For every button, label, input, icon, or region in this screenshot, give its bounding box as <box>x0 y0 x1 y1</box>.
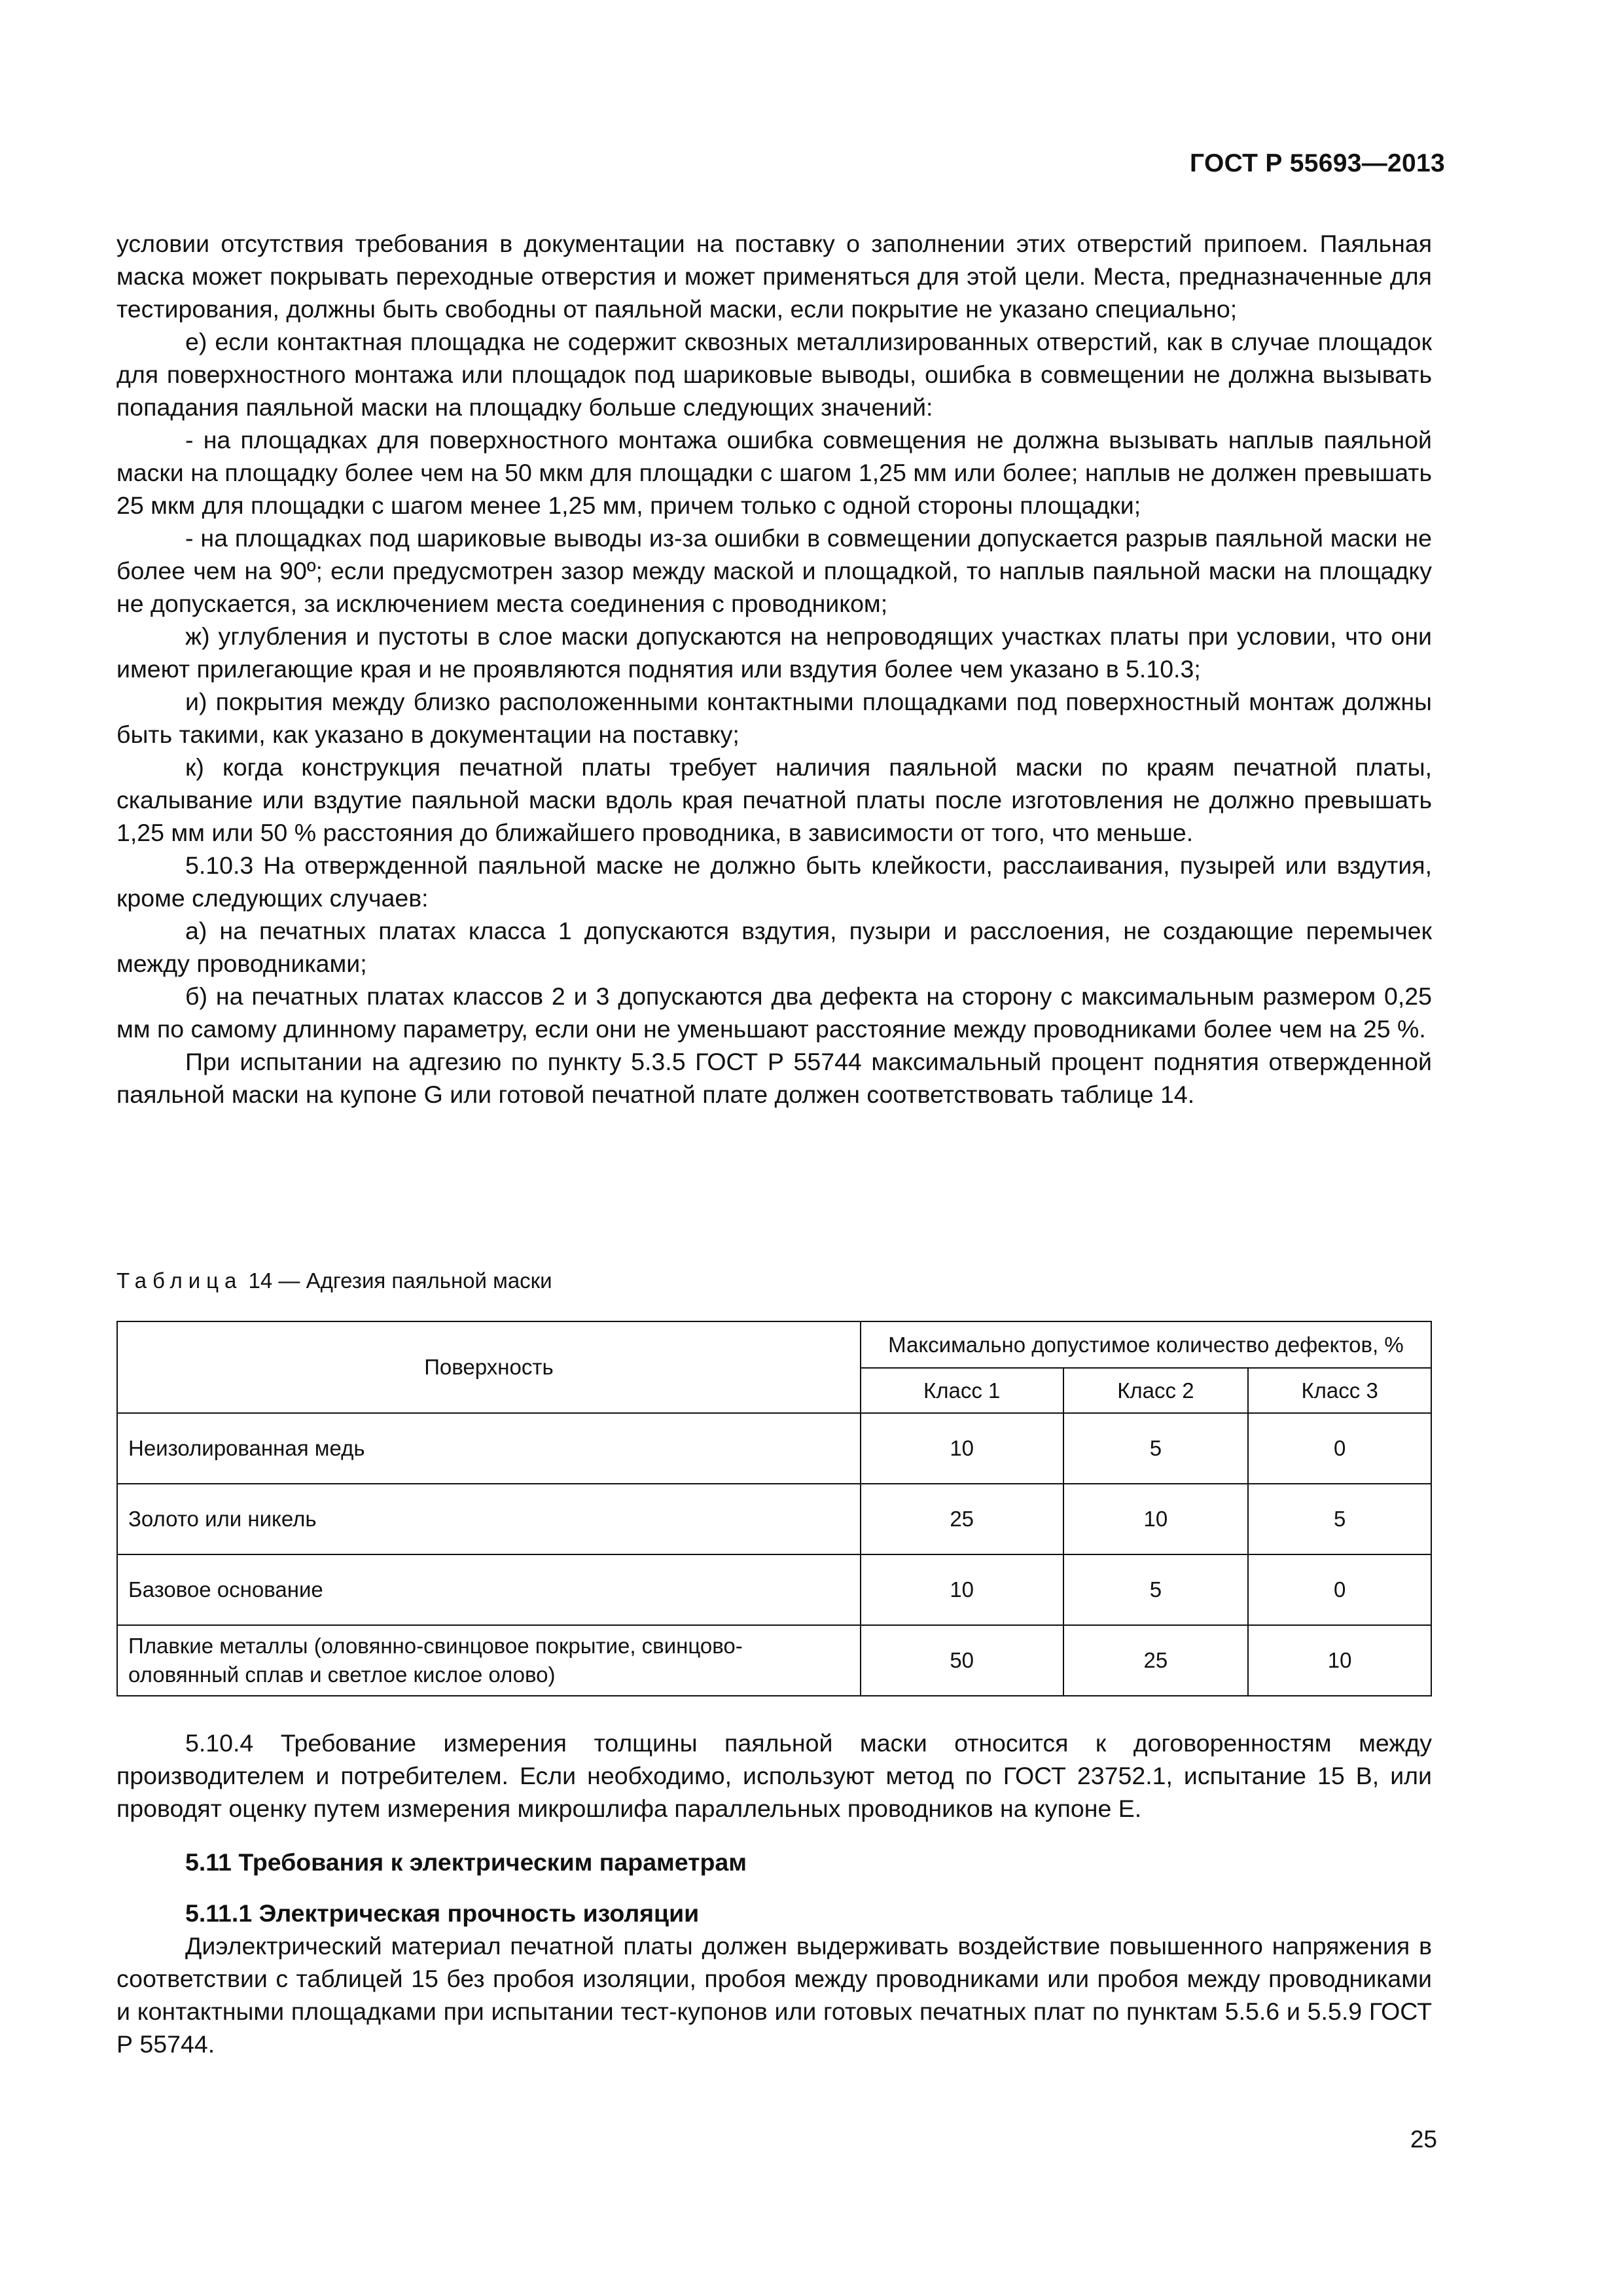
page-number: 25 <box>1410 2126 1437 2153</box>
paragraph-item-a: а) на печатных платах класса 1 допускаются вздутия, пузыри и расслоения, не создающие перемычек между проводниками; <box>116 917 1432 977</box>
cell-surface: Неизолированная медь <box>117 1413 861 1484</box>
table-row <box>117 1625 1431 1696</box>
cell-class-2: 25 <box>1063 1625 1249 1696</box>
table-caption <box>116 1268 552 1294</box>
paragraph-item-i: и) покрытия между близко расположенными контактными площадками под поверхностный монтаж должны быть такими, как указано в документации на поставку; <box>116 688 1432 748</box>
header-class-2: Класс 2 <box>1063 1368 1249 1413</box>
cell-surface: Базовое основание <box>117 1554 861 1625</box>
table-row <box>117 1413 1431 1484</box>
text-block-bottom <box>116 1727 1432 2060</box>
paragraph-5-11-1: Диэлектрический материал печатной платы должен выдерживать воздействие повышенного напряжения в соответствии с таблицей 15 без пробоя изоляции, пробоя между проводниками или пробоя между проводниками и контактными площадками при испытании тест-купонов или готовых печатных плат по пунктам 5.5.6 и 5.5.9 ГОСТ Р 55744. <box>116 1932 1432 2058</box>
header-max-defects: Максимально допустимое количество дефектов, % <box>861 1321 1431 1368</box>
cell-class-1: 10 <box>861 1554 1063 1625</box>
paragraph-item-b: б) на печатных платах классов 2 и 3 допускаются два дефекта на сторону с максимальным размером 0,25 мм по самому длинному параметру, если они не уменьшают расстояние между проводниками более чем на 25 %. <box>116 982 1432 1043</box>
cell-class-3: 10 <box>1248 1625 1431 1696</box>
cell-class-2: 10 <box>1063 1484 1249 1554</box>
adhesion-table <box>116 1321 1432 1696</box>
cell-surface: Плавкие металлы (оловянно-свинцовое покрытие, свинцово-оловянный сплав и светлое кислое олово) <box>117 1625 861 1696</box>
cell-class-2: 5 <box>1063 1554 1249 1625</box>
paragraph-item-zh: ж) углубления и пустоты в слое маски допускаются на непроводящих участках платы при условии, что они имеют прилегающие края и не проявляются поднятия или вздутия более чем указано в 5.10.3; <box>116 622 1432 683</box>
cell-class-2: 5 <box>1063 1413 1249 1484</box>
cell-class-1: 10 <box>861 1413 1063 1484</box>
paragraph-adhesion-test: При испытании на адгезию по пункту 5.3.5 ГОСТ Р 55744 максимальный процент поднятия отвержденной паяльной маски на купоне G или готовой печатной плате должен соответствовать таблице 14. <box>116 1048 1432 1108</box>
paragraph-continued: условии отсутствия требования в документации на поставку о заполнении этих отверстий припоем. Паяльная маска может покрывать переходные отверстия и может применяться для этой цели. Места, предназначенные для тестирования, должны быть свободны от паяльной маски, если покрытие не указано специально; <box>116 230 1432 323</box>
table-caption-title: 14 — Адгезия паяльной маски <box>242 1268 552 1293</box>
section-heading-5-11-1: 5.11.1 Электрическая прочность изоляции <box>185 1899 700 1927</box>
header-surface: Поверхность <box>117 1321 861 1413</box>
table-caption-label: Таблица <box>116 1268 243 1293</box>
cell-class-3: 0 <box>1248 1554 1431 1625</box>
section-heading-5-11: 5.11 Требования к электрическим параметрам <box>185 1848 747 1876</box>
header-class-3: Класс 3 <box>1248 1368 1431 1413</box>
cell-class-3: 5 <box>1248 1484 1431 1554</box>
paragraph-dash-smt: - на площадках для поверхностного монтажа ошибка совмещения не должна вызывать наплыв паяльной маски на площадку более чем на 50 мкм для площадки с шагом 1,25 мм или более; наплыв не должен превышать 25 мкм для площадки с шагом менее 1,25 мм, причем только с одной стороны площадки; <box>116 426 1432 519</box>
table-row <box>117 1484 1431 1554</box>
paragraph-item-e: е) если контактная площадка не содержит сквозных металлизированных отверстий, как в случае площадок для поверхностного монтажа или площадок под шариковые выводы, ошибка в совмещении не должна вызывать попадания паяльной маски на площадку больше следующих значений: <box>116 328 1432 421</box>
cell-class-1: 25 <box>861 1484 1063 1554</box>
header-class-1: Класс 1 <box>861 1368 1063 1413</box>
paragraph-dash-bga: - на площадках под шариковые выводы из-за ошибки в совмещении допускается разрыв паяльной маски не более чем на 90º; если предусмотрен зазор между маской и площадкой, то наплыв паяльной маски на площадку не допускается, за исключением места соединения с проводником; <box>116 524 1432 617</box>
paragraph-5-10-3: 5.10.3 На отвержденной паяльной маске не должно быть клейкости, расслаивания, пузырей или вздутия, кроме следующих случаев: <box>116 852 1432 912</box>
document-header: ГОСТ Р 55693—2013 <box>1190 149 1445 177</box>
paragraph-item-k: к) когда конструкция печатной платы требует наличия паяльной маски по краям печатной платы, скалывание или вздутие паяльной маски вдоль края печатной платы после изготовления не должно превышать 1,25 мм или 50 % расстояния до ближайшего проводника, в зависимости от того, что меньше. <box>116 753 1432 846</box>
table-row <box>117 1554 1431 1625</box>
paragraph-5-10-4: 5.10.4 Требование измерения толщины паяльной маски относится к договоренностям между производителем и потребителем. Если необходимо, используют метод по ГОСТ 23752.1, испытание 15 В, или проводят оценку путем измерения микрошлифа параллельных проводников на купоне Е. <box>116 1729 1432 1822</box>
cell-class-1: 50 <box>861 1625 1063 1696</box>
text-block-top <box>116 227 1432 1111</box>
cell-surface: Золото или никель <box>117 1484 861 1554</box>
cell-class-3: 0 <box>1248 1413 1431 1484</box>
table-header-row <box>117 1321 1431 1368</box>
